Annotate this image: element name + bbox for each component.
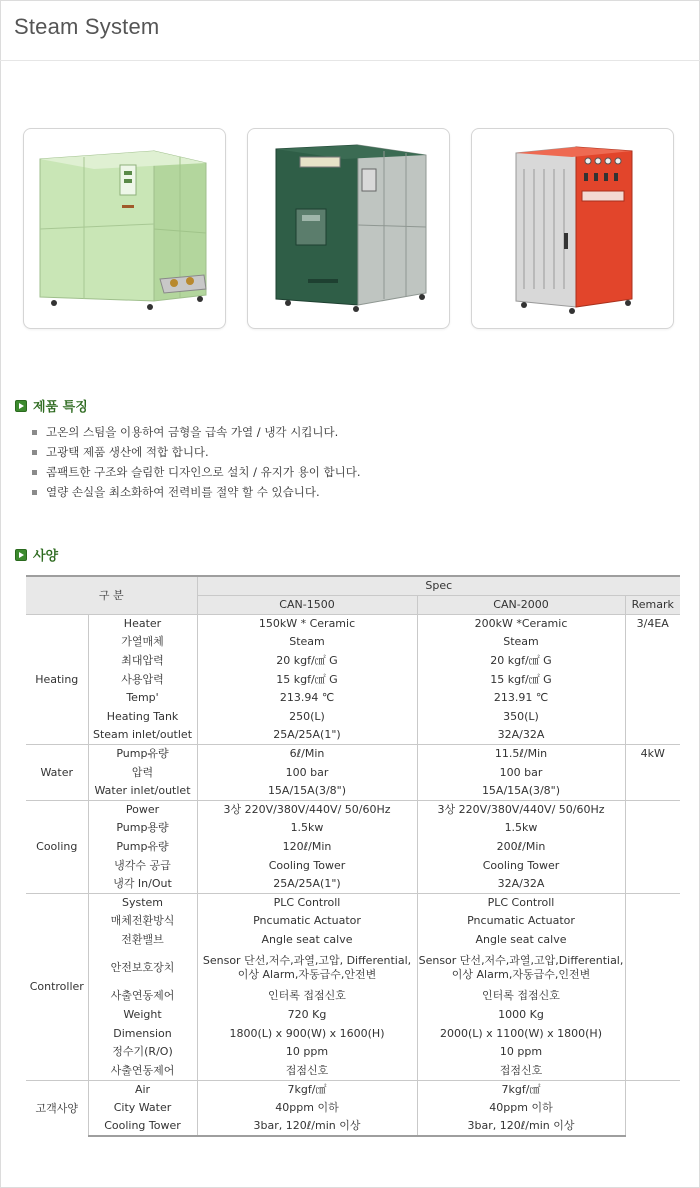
table-row bbox=[26, 670, 680, 689]
model2-value-cell: 11.5ℓ/Min bbox=[417, 745, 625, 764]
model2-value-cell: Pncumatic Actuator bbox=[417, 912, 625, 931]
model2-value-cell: PLC Controll bbox=[417, 893, 625, 912]
table-row bbox=[26, 856, 680, 875]
item-cell: Pump유량 bbox=[88, 745, 197, 764]
table-row bbox=[26, 1062, 680, 1081]
item-cell: 매체전환방식 bbox=[88, 912, 197, 931]
item-cell: Water inlet/outlet bbox=[88, 782, 197, 801]
table-row bbox=[26, 726, 680, 745]
model2-value-cell: 200kW *Ceramic bbox=[417, 615, 625, 634]
item-cell: 냉각 In/Out bbox=[88, 875, 197, 894]
model2-value-cell: 접점신호 bbox=[417, 1062, 625, 1081]
model2-value-cell: 40ppm 이하 bbox=[417, 1099, 625, 1118]
table-row bbox=[26, 1024, 680, 1043]
item-cell: Pump유량 bbox=[88, 838, 197, 857]
model2-value-cell: 1000 Kg bbox=[417, 1006, 625, 1025]
remark-cell bbox=[625, 893, 680, 1080]
item-cell: Air bbox=[88, 1080, 197, 1099]
title-divider bbox=[0, 60, 700, 61]
model1-value-cell: 250(L) bbox=[197, 707, 417, 726]
item-cell: Cooling Tower bbox=[88, 1117, 197, 1136]
model1-value-cell: 20 kgf/㎠ G bbox=[197, 652, 417, 671]
model2-value-cell: 2000(L) x 1100(W) x 1800(H) bbox=[417, 1024, 625, 1043]
model1-value-cell: 7kgf/㎠ bbox=[197, 1080, 417, 1099]
table-row bbox=[26, 652, 680, 671]
bullet-icon bbox=[32, 450, 37, 455]
remark-cell: 4kW bbox=[625, 745, 680, 801]
product-photo-3[interactable] bbox=[471, 128, 674, 329]
model1-value-cell: 1.5kw bbox=[197, 819, 417, 838]
section-arrow-icon bbox=[15, 549, 27, 561]
spec-table bbox=[26, 575, 680, 1137]
item-cell: Dimension bbox=[88, 1024, 197, 1043]
item-cell: Power bbox=[88, 800, 197, 819]
model2-value-cell: 10 ppm bbox=[417, 1043, 625, 1062]
model2-value-cell: 1.5kw bbox=[417, 819, 625, 838]
table-row bbox=[26, 1043, 680, 1062]
category-cell: Cooling bbox=[26, 800, 88, 893]
model2-value-cell: 15 kgf/㎠ G bbox=[417, 670, 625, 689]
product-photo-1[interactable] bbox=[23, 128, 226, 329]
feature-item: 콤팩트한 구조와 슬림한 디자인으로 설치 / 유지가 용이 합니다. bbox=[32, 462, 672, 482]
model1-value-cell: 10 ppm bbox=[197, 1043, 417, 1062]
section-arrow-icon bbox=[15, 400, 27, 412]
feature-item: 열량 손실을 최소화하여 전력비를 절약 할 수 있습니다. bbox=[32, 482, 672, 502]
model1-value-cell: 접점신호 bbox=[197, 1062, 417, 1081]
category-cell: 고객사양 bbox=[26, 1080, 88, 1136]
item-cell: 사출연동제어 bbox=[88, 987, 197, 1006]
item-cell: Weight bbox=[88, 1006, 197, 1025]
item-cell: System bbox=[88, 893, 197, 912]
header-spec: Spec bbox=[197, 576, 680, 596]
item-cell: 냉각수 공급 bbox=[88, 856, 197, 875]
spec-section bbox=[26, 800, 680, 893]
item-cell: 최대압력 bbox=[88, 652, 197, 671]
model2-value-cell: 213.91 ℃ bbox=[417, 689, 625, 708]
model1-value-cell: Cooling Tower bbox=[197, 856, 417, 875]
bullet-icon bbox=[32, 430, 37, 435]
model2-value-cell: Angle seat calve bbox=[417, 931, 625, 950]
table-row bbox=[26, 1099, 680, 1118]
table-row bbox=[26, 615, 680, 634]
remark-cell: 3/4EA bbox=[625, 615, 680, 745]
model2-value-cell: 32A/32A bbox=[417, 875, 625, 894]
item-cell: 압력 bbox=[88, 763, 197, 782]
feature-item: 고온의 스팀을 이용하여 금형을 급속 가열 / 냉각 시킵니다. bbox=[32, 422, 672, 442]
features-heading: 제품 특징 bbox=[15, 396, 88, 415]
table-row bbox=[26, 987, 680, 1006]
model2-value-cell: 7kgf/㎠ bbox=[417, 1080, 625, 1099]
model1-value-cell: 3bar, 120ℓ/min 이상 bbox=[197, 1117, 417, 1136]
table-row bbox=[26, 931, 680, 950]
table-row bbox=[26, 782, 680, 801]
bullet-icon bbox=[32, 490, 37, 495]
category-cell: Controller bbox=[26, 893, 88, 1080]
model1-value-cell: 15 kgf/㎠ G bbox=[197, 670, 417, 689]
model2-value-cell: 350(L) bbox=[417, 707, 625, 726]
model1-value-cell: 100 bar bbox=[197, 763, 417, 782]
table-row bbox=[26, 912, 680, 931]
table-row bbox=[26, 763, 680, 782]
model2-value-cell: Sensor 단선,저수,과열,고압,Differential, 이상 Alarm,자동급수,인전변 bbox=[417, 949, 625, 987]
model1-value-cell: 40ppm 이하 bbox=[197, 1099, 417, 1118]
item-cell: Temp' bbox=[88, 689, 197, 708]
model2-value-cell: 32A/32A bbox=[417, 726, 625, 745]
table-row bbox=[26, 707, 680, 726]
remark-cell bbox=[625, 1080, 680, 1136]
header-group: 구 분 bbox=[26, 576, 197, 615]
product-photo-2[interactable] bbox=[247, 128, 450, 329]
header-model-2: CAN-2000 bbox=[417, 596, 625, 615]
table-row bbox=[26, 838, 680, 857]
model1-value-cell: Angle seat calve bbox=[197, 931, 417, 950]
category-cell: Heating bbox=[26, 615, 88, 745]
spec-section bbox=[26, 893, 680, 1080]
table-row bbox=[26, 633, 680, 652]
spec-section bbox=[26, 745, 680, 801]
model1-value-cell: 3상 220V/380V/440V/ 50/60Hz bbox=[197, 800, 417, 819]
spec-section bbox=[26, 1080, 680, 1136]
item-cell: 안전보호장치 bbox=[88, 949, 197, 987]
model1-value-cell: 720 Kg bbox=[197, 1006, 417, 1025]
category-cell: Water bbox=[26, 745, 88, 801]
steam-unit-red-image bbox=[472, 129, 674, 329]
feature-list bbox=[32, 422, 672, 502]
item-cell: 사출연동제어 bbox=[88, 1062, 197, 1081]
model2-value-cell: 200ℓ/Min bbox=[417, 838, 625, 857]
model1-value-cell: 1800(L) x 900(W) x 1600(H) bbox=[197, 1024, 417, 1043]
product-photos bbox=[23, 128, 676, 329]
item-cell: 가열매체 bbox=[88, 633, 197, 652]
model1-value-cell: 인터록 접점신호 bbox=[197, 987, 417, 1006]
model1-value-cell: Sensor 단선,저수,과열,고압, Differential, 이상 Alarm,자동급수,안전변 bbox=[197, 949, 417, 987]
model2-value-cell: 인터록 접점신호 bbox=[417, 987, 625, 1006]
steam-unit-dark-green-image bbox=[248, 129, 450, 329]
model2-value-cell: Steam bbox=[417, 633, 625, 652]
item-cell: Heater bbox=[88, 615, 197, 634]
table-row bbox=[26, 800, 680, 819]
spec-heading: 사양 bbox=[15, 545, 58, 564]
header-model-1: CAN-1500 bbox=[197, 596, 417, 615]
header-remark: Remark bbox=[625, 596, 680, 615]
spec-section bbox=[26, 615, 680, 745]
model1-value-cell: 6ℓ/Min bbox=[197, 745, 417, 764]
item-cell: Heating Tank bbox=[88, 707, 197, 726]
table-row bbox=[26, 875, 680, 894]
item-cell: City Water bbox=[88, 1099, 197, 1118]
bullet-icon bbox=[32, 470, 37, 475]
model1-value-cell: 150kW * Ceramic bbox=[197, 615, 417, 634]
model1-value-cell: 213.94 ℃ bbox=[197, 689, 417, 708]
model1-value-cell: 25A/25A(1") bbox=[197, 875, 417, 894]
table-row bbox=[26, 949, 680, 987]
model1-value-cell: PLC Controll bbox=[197, 893, 417, 912]
model1-value-cell: Pncumatic Actuator bbox=[197, 912, 417, 931]
model2-value-cell: Cooling Tower bbox=[417, 856, 625, 875]
table-row bbox=[26, 1080, 680, 1099]
table-row bbox=[26, 689, 680, 708]
model2-value-cell: 100 bar bbox=[417, 763, 625, 782]
item-cell: 사용압력 bbox=[88, 670, 197, 689]
model1-value-cell: Steam bbox=[197, 633, 417, 652]
item-cell: Steam inlet/outlet bbox=[88, 726, 197, 745]
table-row bbox=[26, 893, 680, 912]
item-cell: 정수기(R/O) bbox=[88, 1043, 197, 1062]
steam-unit-green-image bbox=[24, 129, 226, 329]
model2-value-cell: 15A/15A(3/8") bbox=[417, 782, 625, 801]
model1-value-cell: 25A/25A(1") bbox=[197, 726, 417, 745]
table-row bbox=[26, 1006, 680, 1025]
feature-item: 고광택 제품 생산에 적합 합니다. bbox=[32, 442, 672, 462]
model1-value-cell: 15A/15A(3/8") bbox=[197, 782, 417, 801]
model2-value-cell: 3bar, 120ℓ/min 이상 bbox=[417, 1117, 625, 1136]
table-row bbox=[26, 1117, 680, 1136]
table-row bbox=[26, 745, 680, 764]
model2-value-cell: 20 kgf/㎠ G bbox=[417, 652, 625, 671]
table-row bbox=[26, 819, 680, 838]
item-cell: 전환밸브 bbox=[88, 931, 197, 950]
model2-value-cell: 3상 220V/380V/440V/ 50/60Hz bbox=[417, 800, 625, 819]
model1-value-cell: 120ℓ/Min bbox=[197, 838, 417, 857]
page-title: Steam System bbox=[14, 14, 160, 39]
item-cell: Pump용량 bbox=[88, 819, 197, 838]
remark-cell bbox=[625, 800, 680, 893]
